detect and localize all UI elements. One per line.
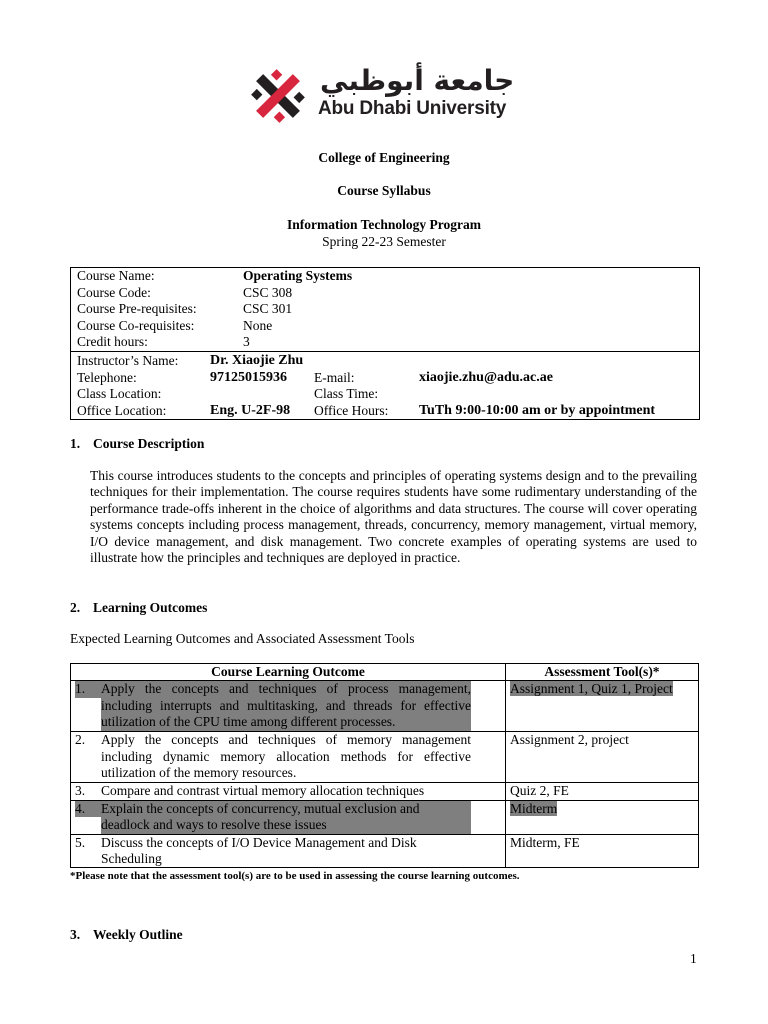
assessment-tool: Assignment 2, project: [510, 732, 629, 748]
outcome-number: 3.: [75, 783, 86, 799]
semester: Spring 22-23 Semester: [322, 234, 446, 249]
table-row: [71, 800, 699, 834]
section-3-number: 3.: [70, 927, 81, 942]
email-value[interactable]: xiaojie.zhu@adu.ac.ae: [419, 370, 553, 385]
course-description-text: This course introduces students to the concepts and principles of operating systems design and to the prevailing techniques for their implementation. The course requires students have some rudimentary understanding of the performance trade-offs inherent in the choice of algorithms and data structures. The course will cover operating systems concepts including process management, threads, concurrency, memory management, virtual memory, I/O device management, and disk management. Two concrete examples of operating systems are used to illustrate how the principles and techniques are deployed in practice.: [90, 468, 697, 566]
office-location-value: Eng. U-2F-98: [210, 403, 291, 418]
outcome-text: Apply the concepts and techniques of process management, including interrupts and multitasking, and threads for effective utilization of the CPU time among different processes.: [101, 681, 471, 730]
outcome-number: 5.: [75, 834, 86, 850]
document-title: Course Syllabus: [337, 183, 431, 198]
assessment-note: *Please note that the assessment tool(s) are to be used in assessing the course learning outcomes.: [70, 870, 520, 882]
outcome-cell: [71, 834, 506, 868]
email-label: E-mail:: [314, 370, 355, 385]
outcome-number: 1.: [75, 681, 101, 697]
program-name: Information Technology Program: [286, 217, 481, 232]
prereq-label: Course Pre-requisites:: [77, 301, 197, 316]
assessment-tool: Assignment 1, Quiz 1, Project: [510, 681, 673, 697]
telephone-value: 97125015936: [210, 370, 287, 385]
column-header-assessment: Assessment Tool(s)*: [506, 664, 699, 681]
prereq-value: CSC 301: [243, 301, 293, 316]
outcome-text: Apply the concepts and techniques of memory management including dynamic memory allocation methods for effective utilization of the memory resources.: [101, 732, 471, 781]
outcome-text: Explain the concepts of concurrency, mutual exclusion and deadlock and ways to resolve these issues: [101, 801, 471, 834]
column-header-outcome: Course Learning Outcome: [71, 664, 506, 681]
university-logo-emblem: [247, 66, 309, 126]
table-row: [71, 681, 699, 732]
learning-outcomes-intro: Expected Learning Outcomes and Associated Assessment Tools: [70, 631, 415, 646]
assessment-cell: [506, 732, 699, 783]
coreq-label: Course Co-requisites:: [77, 318, 195, 333]
table-row: [71, 732, 699, 783]
course-code-value: CSC 308: [243, 285, 293, 300]
outcome-cell: [71, 732, 506, 783]
assessment-cell: [506, 783, 699, 800]
university-name-english: Abu Dhabi University: [318, 98, 507, 119]
table-header-row: [71, 664, 699, 681]
assessment-tool: Quiz 2, FE: [510, 783, 569, 799]
outcome-text: Discuss the concepts of I/O Device Management and Disk Scheduling: [101, 834, 417, 867]
coreq-value: None: [243, 318, 273, 333]
outcome-cell: [71, 783, 506, 800]
course-name-label: Course Name:: [77, 268, 155, 283]
page-number: 1: [690, 951, 697, 966]
section-2-title: Learning Outcomes: [93, 600, 208, 615]
outcome-text: Compare and contrast virtual memory allocation techniques: [101, 783, 425, 799]
instructor-name-label: Instructor’s Name:: [77, 353, 179, 368]
class-time-label: Class Time:: [314, 386, 379, 401]
outcome-number: 2.: [75, 732, 86, 748]
section-3-title: Weekly Outline: [93, 927, 183, 942]
assessment-cell: [506, 800, 699, 834]
credit-label: Credit hours:: [77, 334, 148, 349]
class-location-label: Class Location:: [77, 386, 162, 401]
telephone-label: Telephone:: [77, 370, 137, 385]
office-location-label: Office Location:: [77, 403, 167, 418]
credit-value: 3: [243, 334, 250, 349]
section-1-title: Course Description: [93, 436, 205, 451]
course-name-value: Operating Systems: [243, 268, 353, 283]
course-code-label: Course Code:: [77, 285, 151, 300]
assessment-tool: Midterm, FE: [510, 834, 580, 850]
section-1-number: 1.: [70, 436, 81, 451]
office-hours-label: Office Hours:: [314, 403, 389, 418]
assessment-tool: Midterm: [510, 800, 558, 816]
table-row: [71, 834, 699, 868]
outcome-cell: [71, 800, 506, 834]
university-name-arabic: جامعة أبوظبي: [320, 64, 515, 97]
office-hours-value: TuTh 9:00-10:00 am or by appointment: [419, 403, 656, 418]
section-2-number: 2.: [70, 600, 81, 615]
instructor-name-value: Dr. Xiaojie Zhu: [210, 353, 304, 368]
learning-outcomes-table: [70, 663, 699, 868]
outcome-cell: [71, 681, 506, 732]
college-name: College of Engineering: [318, 150, 450, 165]
outcome-number: 4.: [75, 801, 101, 817]
assessment-cell: [506, 834, 699, 868]
assessment-cell: [506, 681, 699, 732]
table-row: [71, 783, 699, 800]
